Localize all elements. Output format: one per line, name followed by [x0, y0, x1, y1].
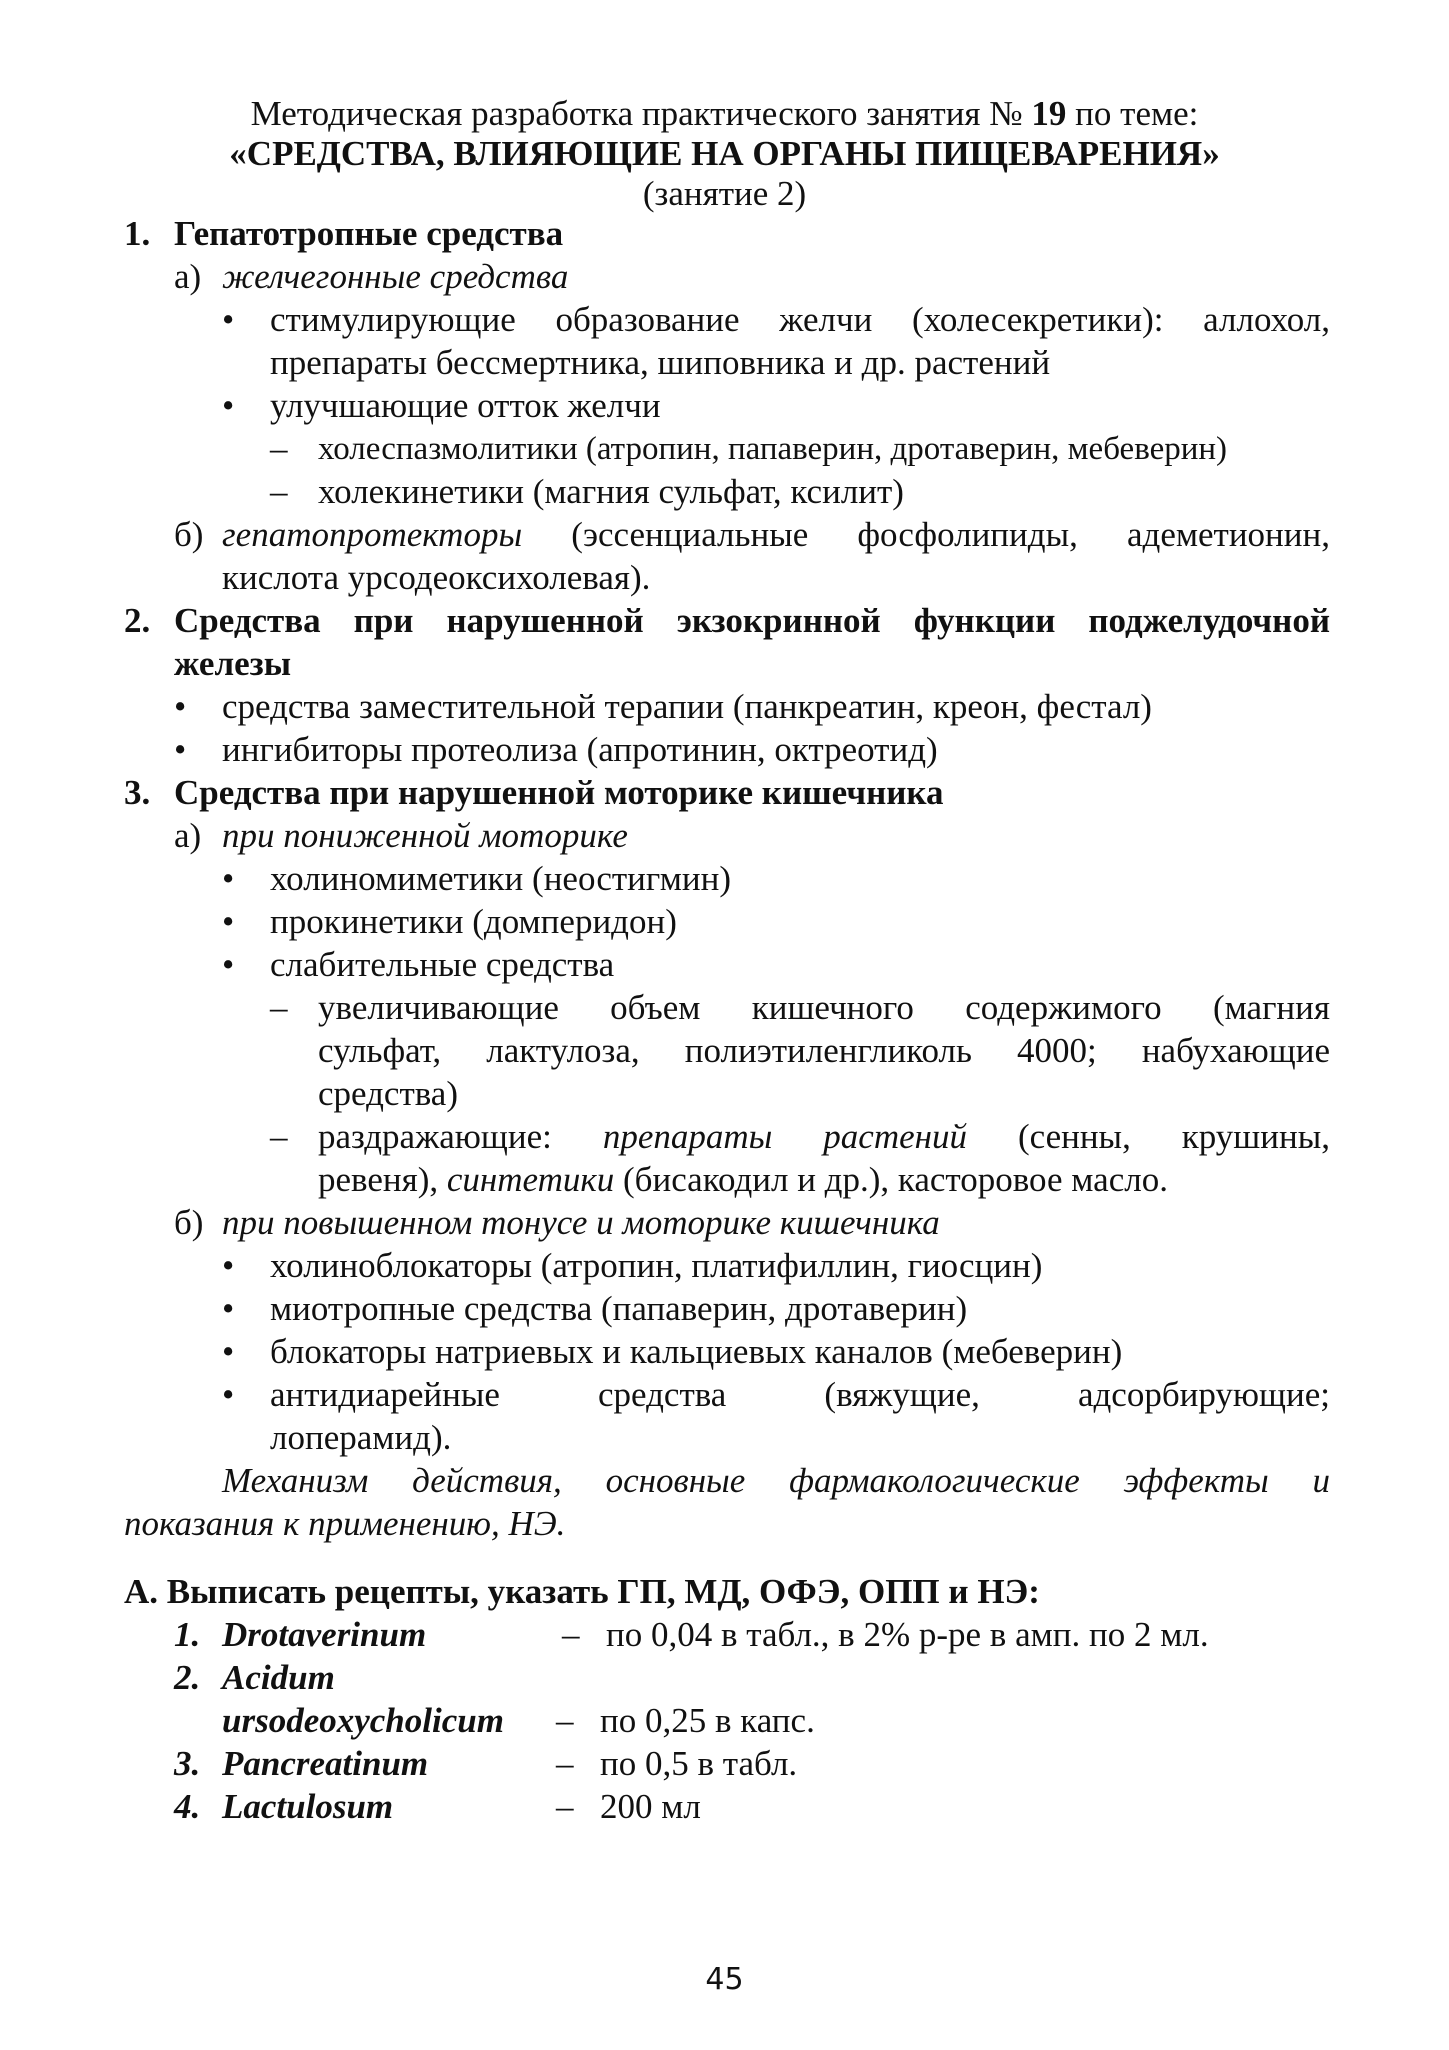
list-item: улучшающие отток желчи — [270, 386, 661, 425]
subsection-label: желчегонные средства — [222, 257, 569, 296]
rx-number: 2. — [174, 1658, 201, 1697]
list-item: прокинетики (домперидон) — [270, 902, 677, 941]
bullet: • — [222, 945, 235, 984]
list-item: холиномиметики (неостигмин) — [270, 859, 732, 898]
note-paragraph: показания к применению, НЭ. — [124, 1504, 566, 1543]
dash: – — [270, 1117, 288, 1156]
section-2-title-cont: железы — [174, 644, 292, 683]
list-subitem: увеличивающие объем кишечного содержимого (магния — [318, 988, 1330, 1027]
dash: – — [562, 1615, 580, 1654]
section-3-number: 3. — [124, 773, 151, 812]
text-span: (бисакодил и др.), касторовое масло. — [614, 1160, 1168, 1199]
dash: – — [556, 1701, 574, 1740]
dash: – — [270, 429, 288, 468]
bullet: • — [174, 687, 187, 726]
list-item: антидиарейные средства (вяжущие, адсорбирующие; — [270, 1375, 1330, 1414]
dash: – — [556, 1787, 574, 1826]
dash: – — [556, 1744, 574, 1783]
subsection-marker: а) — [174, 257, 202, 296]
list-item: стимулирующие образование желчи (холесекретики): аллохол, — [270, 300, 1330, 339]
page-number: 45 — [705, 1962, 744, 1997]
list-item: блокаторы натриевых и кальциевых каналов (мебеверин) — [270, 1332, 1123, 1371]
rx-number: 3. — [174, 1744, 201, 1783]
dash: – — [270, 988, 288, 1027]
list-item: средства заместительной терапии (панкреатин, креон, фестал) — [222, 687, 1152, 726]
bullet: • — [222, 859, 235, 898]
subsection-label: при пониженной моторике — [222, 816, 628, 855]
bullet: • — [174, 730, 187, 769]
subsection-marker: а) — [174, 816, 202, 855]
subsection-label: при повышенном тонусе и моторике кишечника — [222, 1203, 940, 1242]
header-suffix: по теме: — [1066, 94, 1199, 133]
subsection-text: кислота урсодеоксихолевая). — [222, 558, 651, 597]
section-3-title: Средства при нарушенной моторике кишечника — [174, 773, 944, 812]
bullet: • — [222, 1246, 235, 1285]
bullet: • — [222, 300, 235, 339]
rx-dose: по 0,5 в табл. — [600, 1744, 798, 1783]
section-2-title: Средства при нарушенной экзокринной функции поджелудочной — [174, 601, 1330, 640]
subsection-marker: б) — [174, 515, 204, 554]
subsection-line — [222, 513, 1330, 557]
list-subitem: холекинетики (магния сульфат, ксилит) — [318, 472, 904, 511]
list-subitem: средства) — [318, 1074, 458, 1113]
section-1-title: Гепатотропные средства — [174, 214, 564, 253]
bullet: • — [222, 386, 235, 425]
list-subitem — [318, 1158, 1168, 1202]
bullet: • — [222, 902, 235, 941]
rx-drug-name: Lactulosum — [222, 1787, 394, 1826]
section-2-number: 2. — [124, 601, 151, 640]
header-prefix: Методическая разработка практического занятия № — [250, 94, 1032, 133]
rx-dose: 200 мл — [600, 1787, 701, 1826]
list-subitem: сульфат, лактулоза, полиэтиленгликоль 4000; набухающие — [318, 1031, 1330, 1070]
note-paragraph: Механизм действия, основные фармакологические эффекты и — [222, 1461, 1330, 1500]
rx-drug-name: Pancreatinum — [222, 1744, 429, 1783]
list-item: миотропные средства (папаверин, дротаверин) — [270, 1289, 968, 1328]
section-1-number: 1. — [124, 214, 151, 253]
header-line — [0, 92, 1449, 136]
list-subitem — [318, 1115, 1330, 1159]
bullet: • — [222, 1289, 235, 1328]
rx-drug-name-cont: ursodeoxycholicum — [222, 1701, 504, 1740]
text-span: ревеня), — [318, 1160, 447, 1199]
list-item: холиноблокаторы (атропин, платифиллин, гиосцин) — [270, 1246, 1043, 1285]
text-span-italic: синтетики — [446, 1160, 615, 1199]
page-subtitle: (занятие 2) — [642, 174, 807, 213]
subsection-label: гепатопротекторы — [222, 515, 523, 554]
list-item: ингибиторы протеолиза (апротинин, октреотид) — [222, 730, 938, 769]
list-item: препараты бессмертника, шиповника и др. растений — [270, 343, 1051, 382]
prescription-heading: А. Выписать рецепты, указать ГП, МД, ОФЭ, ОПП и НЭ: — [124, 1572, 1040, 1611]
rx-drug-name: Acidum — [222, 1658, 335, 1697]
text-span-italic: препараты растений — [602, 1117, 967, 1156]
text-span: (сенны, крушины, — [967, 1117, 1330, 1156]
dash: – — [270, 472, 288, 511]
bullet: • — [222, 1375, 235, 1414]
text-span: раздражающие: — [318, 1117, 603, 1156]
page-title: «СРЕДСТВА, ВЛИЯЮЩИЕ НА ОРГАНЫ ПИЩЕВАРЕНИЯ» — [229, 134, 1220, 173]
rx-drug-name: Drotaverinum — [222, 1615, 427, 1654]
subsection-text: (эссенциальные фосфолипиды, адеметионин, — [522, 515, 1330, 554]
lesson-number: 19 — [1031, 94, 1067, 133]
list-item: лоперамид). — [270, 1418, 452, 1457]
rx-number: 1. — [174, 1615, 201, 1654]
bullet: • — [222, 1332, 235, 1371]
rx-number: 4. — [174, 1787, 201, 1826]
list-subitem: холеспазмолитики (атропин, папаверин, дротаверин, мебеверин) — [318, 431, 1228, 467]
list-item: слабительные средства — [270, 945, 615, 984]
rx-dose: по 0,04 в табл., в 2% р-ре в амп. по 2 мл. — [606, 1615, 1209, 1654]
subsection-marker: б) — [174, 1203, 204, 1242]
rx-dose: по 0,25 в капс. — [600, 1701, 815, 1740]
